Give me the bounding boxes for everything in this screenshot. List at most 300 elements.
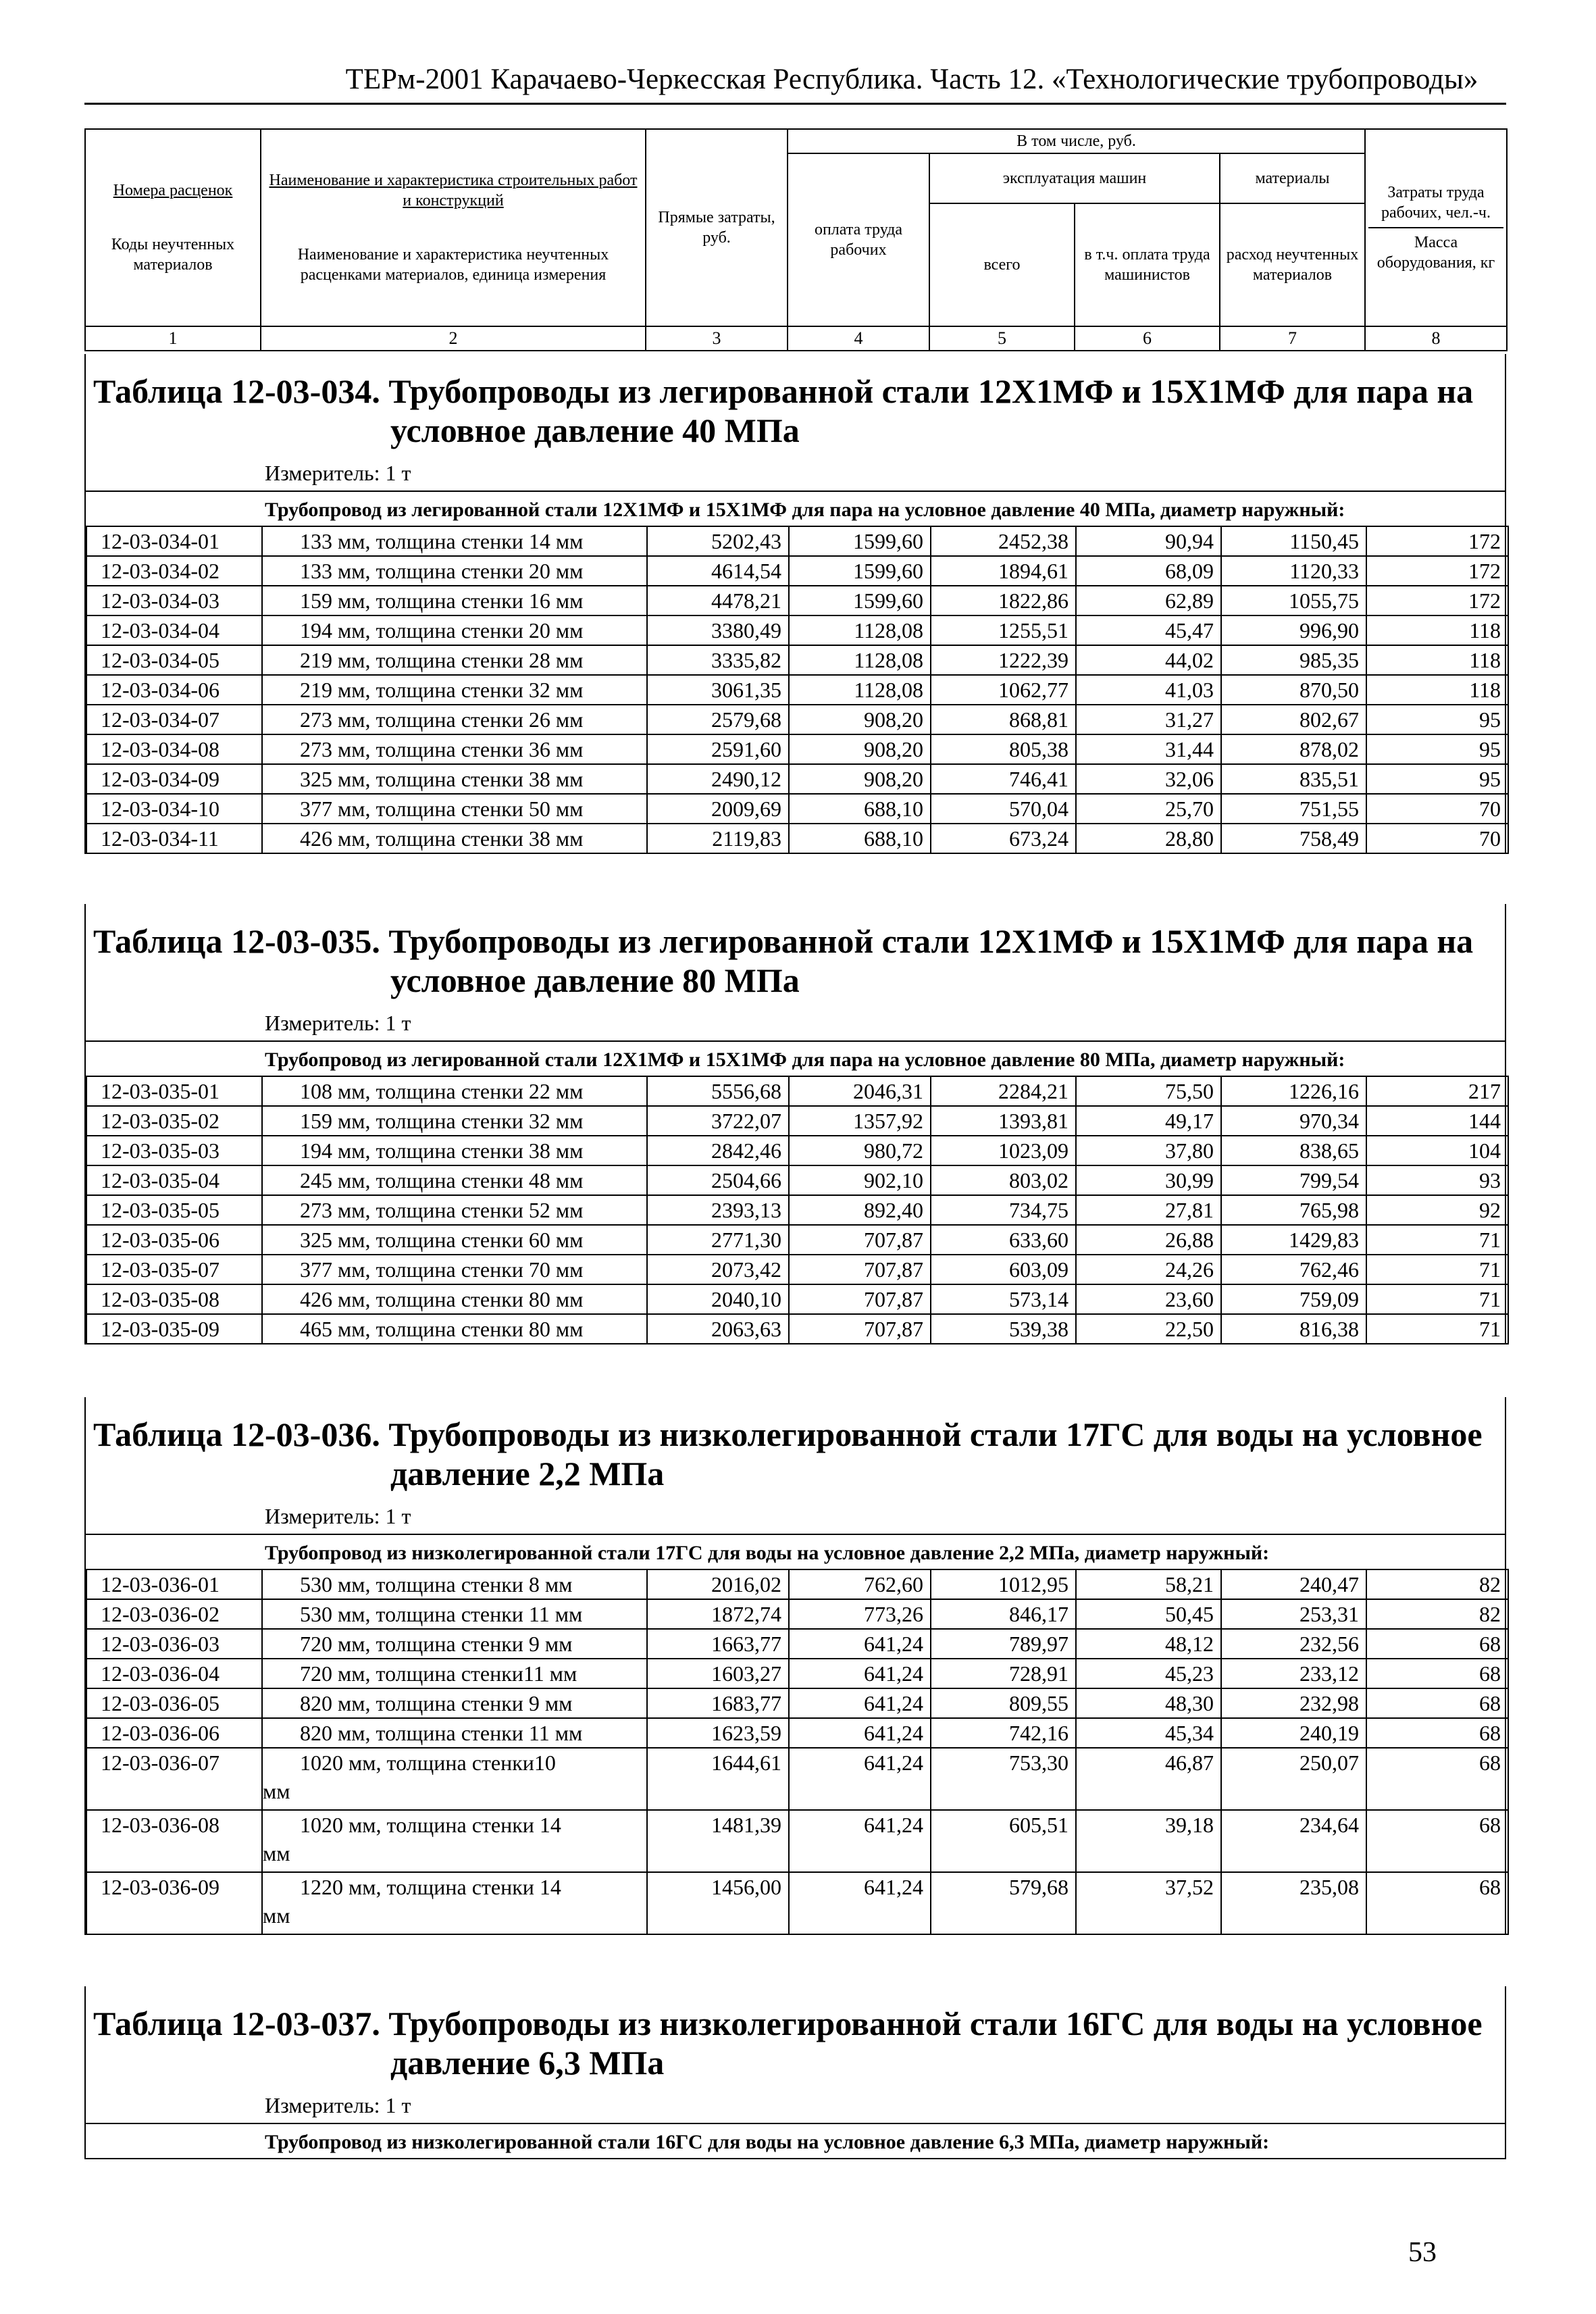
column-header-table bbox=[84, 128, 1508, 351]
header-labor-label: Затраты труда рабочих, чел.-ч. bbox=[1381, 184, 1491, 222]
section-description: Трубопровод из низколегированной стали 17ГС для воды на условное давление 2,2 МПа, диаметр наружный: bbox=[86, 1534, 1505, 1569]
page-number: 53 bbox=[1408, 2237, 1437, 2268]
operator-pay-cell: 30,99 bbox=[1076, 1165, 1221, 1195]
operator-pay-cell: 32,06 bbox=[1076, 764, 1221, 794]
machines-total-cell: 570,04 bbox=[931, 794, 1076, 824]
section-title-line: Таблица 12-03-036. Трубопроводы из низколегированной стали 17ГС для воды на условное bbox=[93, 1415, 1483, 1453]
direct-costs-cell: 2393,13 bbox=[647, 1195, 789, 1225]
material-consumption-cell: 970,34 bbox=[1221, 1106, 1366, 1136]
work-name-cell: 325 мм, толщина стенки 60 мм bbox=[262, 1225, 647, 1255]
operator-pay-cell: 58,21 bbox=[1076, 1569, 1221, 1599]
direct-costs-cell: 3335,82 bbox=[647, 645, 789, 675]
table-row bbox=[86, 1225, 1508, 1255]
operator-pay-cell: 50,45 bbox=[1076, 1599, 1221, 1629]
machines-total-cell: 846,17 bbox=[931, 1599, 1076, 1629]
machines-total-cell: 1894,61 bbox=[931, 556, 1076, 586]
rate-code-cell: 12-03-036-03 bbox=[86, 1629, 262, 1659]
machines-total-cell: 2284,21 bbox=[931, 1076, 1076, 1106]
header-materials-group: материалы bbox=[1220, 153, 1365, 203]
column-number: 3 bbox=[646, 326, 788, 351]
worker-pay-cell: 762,60 bbox=[789, 1569, 931, 1599]
section-title bbox=[86, 1397, 1505, 1503]
machines-total-cell: 1023,09 bbox=[931, 1136, 1076, 1165]
table-row bbox=[86, 1748, 1508, 1810]
header-machines-group: эксплуатация машин bbox=[929, 153, 1220, 203]
rate-code-cell: 12-03-036-08 bbox=[86, 1810, 262, 1872]
work-name-cell: 108 мм, толщина стенки 22 мм bbox=[262, 1076, 647, 1106]
direct-costs-cell: 2063,63 bbox=[647, 1314, 789, 1344]
rates-table bbox=[86, 526, 1509, 854]
labor-hours-cell: 68 bbox=[1366, 1810, 1508, 1872]
labor-hours-cell: 172 bbox=[1366, 556, 1508, 586]
column-number: 2 bbox=[261, 326, 646, 351]
table-row bbox=[86, 1165, 1508, 1195]
section-title-line: Таблица 12-03-035. Трубопроводы из легированной стали 12Х1МФ и 15Х1МФ для пара на bbox=[93, 922, 1474, 960]
rate-code-cell: 12-03-034-09 bbox=[86, 764, 262, 794]
machines-total-cell: 2452,38 bbox=[931, 526, 1076, 556]
work-name-line: 1220 мм, толщина стенки 14 bbox=[300, 1875, 561, 1899]
machines-total-cell: 805,38 bbox=[931, 734, 1076, 764]
work-name-cell: 273 мм, толщина стенки 36 мм bbox=[262, 734, 647, 764]
machines-total-cell: 742,16 bbox=[931, 1718, 1076, 1748]
rate-code-cell: 12-03-036-04 bbox=[86, 1659, 262, 1688]
table-row bbox=[86, 734, 1508, 764]
worker-pay-cell: 707,87 bbox=[789, 1314, 931, 1344]
table-row bbox=[86, 556, 1508, 586]
work-name-cell: 133 мм, толщина стенки 14 мм bbox=[262, 526, 647, 556]
material-consumption-cell: 1429,83 bbox=[1221, 1225, 1366, 1255]
rate-code-cell: 12-03-035-09 bbox=[86, 1314, 262, 1344]
material-consumption-cell: 759,09 bbox=[1221, 1284, 1366, 1314]
worker-pay-cell: 707,87 bbox=[789, 1255, 931, 1284]
machines-total-cell: 789,97 bbox=[931, 1629, 1076, 1659]
rate-code-cell: 12-03-035-03 bbox=[86, 1136, 262, 1165]
labor-hours-cell: 82 bbox=[1366, 1599, 1508, 1629]
rate-code-cell: 12-03-036-05 bbox=[86, 1688, 262, 1718]
operator-pay-cell: 49,17 bbox=[1076, 1106, 1221, 1136]
section-title-line: давление 2,2 МПа bbox=[390, 1455, 665, 1492]
worker-pay-cell: 1128,08 bbox=[789, 645, 931, 675]
direct-costs-cell: 1603,27 bbox=[647, 1659, 789, 1688]
work-name-cell: 720 мм, толщина стенки11 мм bbox=[262, 1659, 647, 1688]
direct-costs-cell: 2504,66 bbox=[647, 1165, 789, 1195]
material-consumption-cell: 762,46 bbox=[1221, 1255, 1366, 1284]
worker-pay-cell: 641,24 bbox=[789, 1688, 931, 1718]
machines-total-cell: 1393,81 bbox=[931, 1106, 1076, 1136]
table-row bbox=[86, 1659, 1508, 1688]
work-name-cell: 820 мм, толщина стенки 11 мм bbox=[262, 1718, 647, 1748]
operator-pay-cell: 44,02 bbox=[1076, 645, 1221, 675]
operator-pay-cell: 45,34 bbox=[1076, 1718, 1221, 1748]
table-row bbox=[86, 615, 1508, 645]
work-name-line: мм bbox=[263, 1841, 290, 1865]
section-title bbox=[86, 354, 1505, 459]
work-name-line: мм bbox=[263, 1903, 290, 1928]
work-name-cell: 194 мм, толщина стенки 38 мм bbox=[262, 1136, 647, 1165]
operator-pay-cell: 25,70 bbox=[1076, 794, 1221, 824]
worker-pay-cell: 641,24 bbox=[789, 1718, 931, 1748]
header-names bbox=[261, 129, 646, 326]
operator-pay-cell: 90,94 bbox=[1076, 526, 1221, 556]
machines-total-cell: 809,55 bbox=[931, 1688, 1076, 1718]
rates-table bbox=[86, 1569, 1509, 1935]
table-row bbox=[86, 1314, 1508, 1344]
table-row bbox=[86, 1810, 1508, 1872]
labor-hours-cell: 118 bbox=[1366, 675, 1508, 705]
worker-pay-cell: 1357,92 bbox=[789, 1106, 931, 1136]
operator-pay-cell: 39,18 bbox=[1076, 1810, 1221, 1872]
section-title-line: Таблица 12-03-034. Трубопроводы из легированной стали 12Х1МФ и 15Х1МФ для пара на bbox=[93, 372, 1474, 410]
direct-costs-cell: 1872,74 bbox=[647, 1599, 789, 1629]
direct-costs-cell: 2016,02 bbox=[647, 1569, 789, 1599]
section-description: Трубопровод из легированной стали 12Х1МФ и 15Х1МФ для пара на условное давление 40 МПа, диаметр наружный: bbox=[86, 491, 1505, 526]
work-name-cell: 377 мм, толщина стенки 50 мм bbox=[262, 794, 647, 824]
worker-pay-cell: 908,20 bbox=[789, 764, 931, 794]
table-row bbox=[86, 824, 1508, 853]
operator-pay-cell: 48,30 bbox=[1076, 1688, 1221, 1718]
labor-hours-cell: 70 bbox=[1366, 824, 1508, 853]
labor-hours-cell: 82 bbox=[1366, 1569, 1508, 1599]
material-consumption-cell: 870,50 bbox=[1221, 675, 1366, 705]
worker-pay-cell: 707,87 bbox=[789, 1225, 931, 1255]
worker-pay-cell: 1599,60 bbox=[789, 586, 931, 615]
table-row bbox=[86, 586, 1508, 615]
material-consumption-cell: 1120,33 bbox=[1221, 556, 1366, 586]
rate-code-cell: 12-03-035-07 bbox=[86, 1255, 262, 1284]
table-row bbox=[86, 1688, 1508, 1718]
machines-total-cell: 868,81 bbox=[931, 705, 1076, 734]
labor-hours-cell: 92 bbox=[1366, 1195, 1508, 1225]
operator-pay-cell: 48,12 bbox=[1076, 1629, 1221, 1659]
table-section bbox=[84, 904, 1506, 1344]
rate-code-cell: 12-03-034-10 bbox=[86, 794, 262, 824]
header-including-group: В том числе, руб. bbox=[788, 129, 1365, 153]
direct-costs-cell: 2842,46 bbox=[647, 1136, 789, 1165]
direct-costs-cell: 4614,54 bbox=[647, 556, 789, 586]
direct-costs-cell: 2490,12 bbox=[647, 764, 789, 794]
operator-pay-cell: 31,44 bbox=[1076, 734, 1221, 764]
table-section bbox=[84, 1397, 1506, 1935]
material-consumption-cell: 1226,16 bbox=[1221, 1076, 1366, 1106]
work-name-cell bbox=[262, 1748, 647, 1810]
table-row bbox=[86, 1076, 1508, 1106]
worker-pay-cell: 688,10 bbox=[789, 794, 931, 824]
labor-hours-cell: 70 bbox=[1366, 794, 1508, 824]
operator-pay-cell: 62,89 bbox=[1076, 586, 1221, 615]
table-row bbox=[86, 1106, 1508, 1136]
rate-code-cell: 12-03-035-05 bbox=[86, 1195, 262, 1225]
column-number: 5 bbox=[929, 326, 1075, 351]
table-row bbox=[86, 1255, 1508, 1284]
column-number: 1 bbox=[85, 326, 261, 351]
direct-costs-cell: 1644,61 bbox=[647, 1748, 789, 1810]
labor-hours-cell: 71 bbox=[1366, 1284, 1508, 1314]
material-consumption-cell: 232,98 bbox=[1221, 1688, 1366, 1718]
labor-hours-cell: 71 bbox=[1366, 1314, 1508, 1344]
operator-pay-cell: 45,23 bbox=[1076, 1659, 1221, 1688]
rate-code-cell: 12-03-034-04 bbox=[86, 615, 262, 645]
labor-hours-cell: 68 bbox=[1366, 1872, 1508, 1934]
material-consumption-cell: 996,90 bbox=[1221, 615, 1366, 645]
table-row bbox=[86, 705, 1508, 734]
machines-total-cell: 1062,77 bbox=[931, 675, 1076, 705]
rates-table bbox=[86, 1076, 1509, 1344]
rate-code-cell: 12-03-034-01 bbox=[86, 526, 262, 556]
operator-pay-cell: 31,27 bbox=[1076, 705, 1221, 734]
section-title-line: условное давление 40 МПа bbox=[390, 411, 800, 449]
header-operator-pay: в т.ч. оплата труда машинистов bbox=[1075, 203, 1220, 326]
labor-hours-cell: 104 bbox=[1366, 1136, 1508, 1165]
machines-total-cell: 803,02 bbox=[931, 1165, 1076, 1195]
rate-code-cell: 12-03-036-01 bbox=[86, 1569, 262, 1599]
column-number: 8 bbox=[1365, 326, 1507, 351]
machines-total-cell: 633,60 bbox=[931, 1225, 1076, 1255]
worker-pay-cell: 1128,08 bbox=[789, 615, 931, 645]
rate-code-cell: 12-03-036-07 bbox=[86, 1748, 262, 1810]
material-consumption-cell: 250,07 bbox=[1221, 1748, 1366, 1810]
worker-pay-cell: 641,24 bbox=[789, 1810, 931, 1872]
machines-total-cell: 573,14 bbox=[931, 1284, 1076, 1314]
work-name-cell: 820 мм, толщина стенки 9 мм bbox=[262, 1688, 647, 1718]
direct-costs-cell: 1481,39 bbox=[647, 1810, 789, 1872]
labor-hours-cell: 95 bbox=[1366, 764, 1508, 794]
work-name-cell bbox=[262, 1872, 647, 1934]
labor-hours-cell: 217 bbox=[1366, 1076, 1508, 1106]
rate-code-cell: 12-03-034-07 bbox=[86, 705, 262, 734]
material-consumption-cell: 878,02 bbox=[1221, 734, 1366, 764]
labor-hours-cell: 118 bbox=[1366, 615, 1508, 645]
direct-costs-cell: 2073,42 bbox=[647, 1255, 789, 1284]
header-rates-label: Номера расценок bbox=[113, 182, 233, 199]
section-title bbox=[86, 904, 1505, 1009]
table-row bbox=[86, 1718, 1508, 1748]
labor-hours-cell: 95 bbox=[1366, 705, 1508, 734]
table-row bbox=[86, 526, 1508, 556]
machines-total-cell: 1012,95 bbox=[931, 1569, 1076, 1599]
worker-pay-cell: 641,24 bbox=[789, 1659, 931, 1688]
direct-costs-cell: 5556,68 bbox=[647, 1076, 789, 1106]
operator-pay-cell: 26,88 bbox=[1076, 1225, 1221, 1255]
machines-total-cell: 746,41 bbox=[931, 764, 1076, 794]
work-name-line: мм bbox=[263, 1779, 290, 1803]
header-total: всего bbox=[929, 203, 1075, 326]
worker-pay-cell: 773,26 bbox=[789, 1599, 931, 1629]
rate-code-cell: 12-03-034-06 bbox=[86, 675, 262, 705]
operator-pay-cell: 75,50 bbox=[1076, 1076, 1221, 1106]
material-consumption-cell: 802,67 bbox=[1221, 705, 1366, 734]
rate-code-cell: 12-03-035-06 bbox=[86, 1225, 262, 1255]
rate-code-cell: 12-03-034-02 bbox=[86, 556, 262, 586]
worker-pay-cell: 908,20 bbox=[789, 734, 931, 764]
worker-pay-cell: 641,24 bbox=[789, 1748, 931, 1810]
section-unit: Измеритель: 1 т bbox=[265, 1504, 411, 1528]
worker-pay-cell: 641,24 bbox=[789, 1629, 931, 1659]
rate-code-cell: 12-03-035-08 bbox=[86, 1284, 262, 1314]
labor-hours-cell: 68 bbox=[1366, 1659, 1508, 1688]
direct-costs-cell: 1623,59 bbox=[647, 1718, 789, 1748]
section-title-line: Таблица 12-03-037. Трубопроводы из низколегированной стали 16ГС для воды на условное bbox=[93, 2005, 1483, 2042]
material-consumption-cell: 1055,75 bbox=[1221, 586, 1366, 615]
header-worker-pay: оплата труда рабочих bbox=[788, 153, 929, 326]
section-unit: Измеритель: 1 т bbox=[265, 1011, 411, 1035]
worker-pay-cell: 892,40 bbox=[789, 1195, 931, 1225]
rate-code-cell: 12-03-035-04 bbox=[86, 1165, 262, 1195]
table-section bbox=[84, 354, 1506, 854]
work-name-cell: 530 мм, толщина стенки 11 мм bbox=[262, 1599, 647, 1629]
labor-hours-cell: 71 bbox=[1366, 1225, 1508, 1255]
machines-total-cell: 734,75 bbox=[931, 1195, 1076, 1225]
work-name-line: 1020 мм, толщина стенки 14 bbox=[300, 1813, 561, 1837]
direct-costs-cell: 5202,43 bbox=[647, 526, 789, 556]
rate-code-cell: 12-03-035-01 bbox=[86, 1076, 262, 1106]
operator-pay-cell: 27,81 bbox=[1076, 1195, 1221, 1225]
labor-hours-cell: 172 bbox=[1366, 526, 1508, 556]
rate-code-cell: 12-03-034-05 bbox=[86, 645, 262, 675]
rate-code-cell: 12-03-034-11 bbox=[86, 824, 262, 853]
operator-pay-cell: 28,80 bbox=[1076, 824, 1221, 853]
direct-costs-cell: 3722,07 bbox=[647, 1106, 789, 1136]
material-consumption-cell: 240,47 bbox=[1221, 1569, 1366, 1599]
work-name-cell: 245 мм, толщина стенки 48 мм bbox=[262, 1165, 647, 1195]
work-name-cell: 194 мм, толщина стенки 20 мм bbox=[262, 615, 647, 645]
worker-pay-cell: 1599,60 bbox=[789, 526, 931, 556]
table-row bbox=[86, 1629, 1508, 1659]
work-name-line: 1020 мм, толщина стенки10 bbox=[300, 1751, 556, 1775]
table-row bbox=[86, 645, 1508, 675]
worker-pay-cell: 688,10 bbox=[789, 824, 931, 853]
material-consumption-cell: 253,31 bbox=[1221, 1599, 1366, 1629]
material-consumption-cell: 799,54 bbox=[1221, 1165, 1366, 1195]
labor-hours-cell: 68 bbox=[1366, 1688, 1508, 1718]
rate-code-cell: 12-03-035-02 bbox=[86, 1106, 262, 1136]
header-direct-costs: Прямые затраты, руб. bbox=[646, 129, 788, 326]
work-name-cell: 133 мм, толщина стенки 20 мм bbox=[262, 556, 647, 586]
header-labor-mass bbox=[1365, 129, 1507, 326]
work-name-cell: 273 мм, толщина стенки 52 мм bbox=[262, 1195, 647, 1225]
direct-costs-cell: 3061,35 bbox=[647, 675, 789, 705]
machines-total-cell: 605,51 bbox=[931, 1810, 1076, 1872]
labor-hours-cell: 93 bbox=[1366, 1165, 1508, 1195]
header-material-codes-label: Коды неучтенных материалов bbox=[111, 236, 235, 274]
table-row bbox=[86, 675, 1508, 705]
section-unit: Измеритель: 1 т bbox=[265, 461, 411, 485]
table-section bbox=[84, 1986, 1506, 2159]
work-name-cell: 159 мм, толщина стенки 16 мм bbox=[262, 586, 647, 615]
work-name-cell: 377 мм, толщина стенки 70 мм bbox=[262, 1255, 647, 1284]
labor-hours-cell: 68 bbox=[1366, 1629, 1508, 1659]
material-consumption-cell: 758,49 bbox=[1221, 824, 1366, 853]
table-row bbox=[86, 764, 1508, 794]
column-number: 7 bbox=[1220, 326, 1365, 351]
operator-pay-cell: 23,60 bbox=[1076, 1284, 1221, 1314]
header-codes bbox=[85, 129, 261, 326]
material-consumption-cell: 232,56 bbox=[1221, 1629, 1366, 1659]
operator-pay-cell: 41,03 bbox=[1076, 675, 1221, 705]
header-mass-label: Масса оборудования, кг bbox=[1368, 227, 1503, 273]
material-consumption-cell: 838,65 bbox=[1221, 1136, 1366, 1165]
operator-pay-cell: 68,09 bbox=[1076, 556, 1221, 586]
direct-costs-cell: 2119,83 bbox=[647, 824, 789, 853]
work-name-cell: 426 мм, толщина стенки 38 мм bbox=[262, 824, 647, 853]
direct-costs-cell: 3380,49 bbox=[647, 615, 789, 645]
worker-pay-cell: 2046,31 bbox=[789, 1076, 931, 1106]
material-consumption-cell: 240,19 bbox=[1221, 1718, 1366, 1748]
work-name-cell: 325 мм, толщина стенки 38 мм bbox=[262, 764, 647, 794]
header-works-label: Наименование и характеристика строительных работ и конструкций bbox=[269, 172, 638, 209]
material-consumption-cell: 816,38 bbox=[1221, 1314, 1366, 1344]
rate-code-cell: 12-03-036-09 bbox=[86, 1872, 262, 1934]
worker-pay-cell: 980,72 bbox=[789, 1136, 931, 1165]
material-consumption-cell: 235,08 bbox=[1221, 1872, 1366, 1934]
section-unit: Измеритель: 1 т bbox=[265, 2093, 411, 2117]
direct-costs-cell: 1663,77 bbox=[647, 1629, 789, 1659]
table-row bbox=[86, 1195, 1508, 1225]
operator-pay-cell: 45,47 bbox=[1076, 615, 1221, 645]
machines-total-cell: 539,38 bbox=[931, 1314, 1076, 1344]
labor-hours-cell: 71 bbox=[1366, 1255, 1508, 1284]
material-consumption-cell: 233,12 bbox=[1221, 1659, 1366, 1688]
operator-pay-cell: 22,50 bbox=[1076, 1314, 1221, 1344]
section-title bbox=[86, 1986, 1505, 2092]
worker-pay-cell: 641,24 bbox=[789, 1872, 931, 1934]
operator-pay-cell: 46,87 bbox=[1076, 1748, 1221, 1810]
work-name-cell: 219 мм, толщина стенки 28 мм bbox=[262, 645, 647, 675]
work-name-cell: 159 мм, толщина стенки 32 мм bbox=[262, 1106, 647, 1136]
section-description: Трубопровод из низколегированной стали 16ГС для воды на условное давление 6,3 МПа, диаметр наружный: bbox=[86, 2123, 1505, 2159]
machines-total-cell: 673,24 bbox=[931, 824, 1076, 853]
table-row bbox=[86, 1569, 1508, 1599]
table-row bbox=[86, 1872, 1508, 1934]
column-number: 6 bbox=[1075, 326, 1220, 351]
work-name-cell: 219 мм, толщина стенки 32 мм bbox=[262, 675, 647, 705]
rate-code-cell: 12-03-036-02 bbox=[86, 1599, 262, 1629]
work-name-cell: 720 мм, толщина стенки 9 мм bbox=[262, 1629, 647, 1659]
worker-pay-cell: 707,87 bbox=[789, 1284, 931, 1314]
material-consumption-cell: 751,55 bbox=[1221, 794, 1366, 824]
direct-costs-cell: 1456,00 bbox=[647, 1872, 789, 1934]
machines-total-cell: 1222,39 bbox=[931, 645, 1076, 675]
section-description: Трубопровод из легированной стали 12Х1МФ и 15Х1МФ для пара на условное давление 80 МПа, диаметр наружный: bbox=[86, 1040, 1505, 1076]
material-consumption-cell: 765,98 bbox=[1221, 1195, 1366, 1225]
work-name-cell: 465 мм, толщина стенки 80 мм bbox=[262, 1314, 647, 1344]
rate-code-cell: 12-03-034-03 bbox=[86, 586, 262, 615]
machines-total-cell: 1255,51 bbox=[931, 615, 1076, 645]
table-row bbox=[86, 1136, 1508, 1165]
material-consumption-cell: 1150,45 bbox=[1221, 526, 1366, 556]
direct-costs-cell: 1683,77 bbox=[647, 1688, 789, 1718]
table-row bbox=[86, 794, 1508, 824]
direct-costs-cell: 2579,68 bbox=[647, 705, 789, 734]
labor-hours-cell: 144 bbox=[1366, 1106, 1508, 1136]
work-name-cell: 273 мм, толщина стенки 26 мм bbox=[262, 705, 647, 734]
worker-pay-cell: 1599,60 bbox=[789, 556, 931, 586]
machines-total-cell: 603,09 bbox=[931, 1255, 1076, 1284]
rate-code-cell: 12-03-034-08 bbox=[86, 734, 262, 764]
rate-code-cell: 12-03-036-06 bbox=[86, 1718, 262, 1748]
labor-hours-cell: 118 bbox=[1366, 645, 1508, 675]
table-row bbox=[86, 1599, 1508, 1629]
table-row bbox=[86, 1284, 1508, 1314]
labor-hours-cell: 68 bbox=[1366, 1718, 1508, 1748]
material-consumption-cell: 985,35 bbox=[1221, 645, 1366, 675]
header-material-consumption: расход неучтенных материалов bbox=[1220, 203, 1365, 326]
direct-costs-cell: 2771,30 bbox=[647, 1225, 789, 1255]
section-title-line: давление 6,3 МПа bbox=[390, 2044, 665, 2082]
header-rule bbox=[84, 103, 1506, 105]
section-title-line: условное давление 80 МПа bbox=[390, 961, 800, 999]
work-name-cell: 530 мм, толщина стенки 8 мм bbox=[262, 1569, 647, 1599]
worker-pay-cell: 908,20 bbox=[789, 705, 931, 734]
